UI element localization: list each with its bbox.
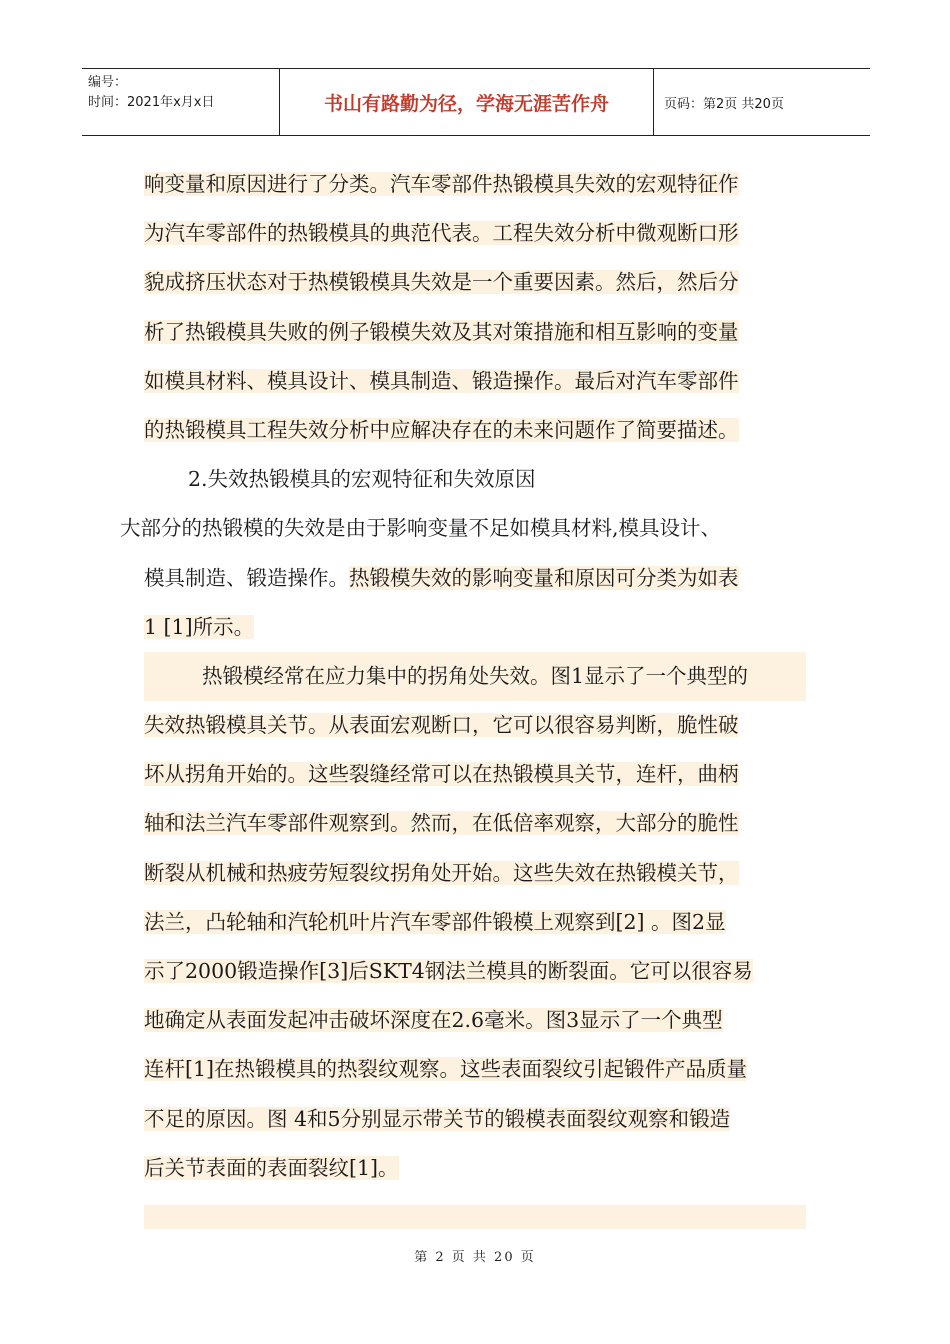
body-text: 热锻模经常在应力集中的拐角处失效。图1显示了一个典型的 [144, 652, 806, 701]
body-line [144, 799, 806, 848]
document-number-label: 编号： [88, 75, 128, 90]
body-text: 的热锻模具工程失效分析中应解决存在的未来问题作了简要描述。 [144, 417, 739, 442]
body-text: 不足的原因。图 4和5分别显示带关节的锻模表面裂纹观察和锻造 [144, 1106, 731, 1131]
body-text: 大部分的热锻模的失效是由于影响变量不足如模具材料,模具设计、 [120, 516, 722, 541]
body-line [144, 160, 806, 209]
body-text: 地确定从表面发起冲击破坏深度在2.6毫米。图3显示了一个典型 [144, 1008, 723, 1033]
body-line [144, 996, 806, 1045]
body-line [144, 898, 806, 947]
body-line [144, 603, 806, 652]
body-text: 1 [1]所示。 [144, 614, 255, 639]
body-line [144, 357, 806, 406]
body-text: 轴和法兰汽车零部件观察到。然而，在低倍率观察，大部分的脆性 [144, 811, 739, 836]
document-time-label: 时间：2021年x月x日 [88, 95, 215, 110]
body-text: 貌成挤压状态对于热模锻模具失效是一个重要因素。然后，然后分 [144, 270, 739, 295]
header-meta [82, 69, 280, 135]
body-text: 模具制造、锻造操作。 [144, 565, 349, 590]
body-text: 法兰，凸轮轴和汽轮机叶片汽车零部件锻模上观察到[2] 。图2显 [144, 909, 726, 934]
body-text: 响变量和原因进行了分类。汽车零部件热锻模具失效的宏观特征作 [144, 172, 739, 196]
body-line [144, 258, 806, 307]
document-body [120, 160, 806, 1254]
body-line [144, 554, 806, 603]
body-line [144, 1045, 806, 1094]
page-footer: 第 2 页 共 20 页 [414, 1250, 536, 1265]
body-line [144, 750, 806, 799]
body-text: 坏从拐角开始的。这些裂缝经常可以在热锻模具关节，连杆，曲柄 [144, 762, 739, 787]
body-line [144, 1095, 806, 1144]
header-page-info: 页码：第2页 共20页 [664, 96, 784, 112]
body-text: 示了2000锻造操作[3]后SKT4钢法兰模具的断裂面。它可以很容易 [144, 959, 753, 983]
section-heading [144, 455, 806, 504]
section-heading-text: 2.失效热锻模具的宏观特征和失效原因 [188, 467, 536, 492]
body-text: 后关节表面的表面裂纹[1]。 [144, 1155, 399, 1180]
body-line [144, 947, 806, 996]
body-text: 连杆[1]在热锻模具的热裂纹观察。这些表面裂纹引起锻件产品质量 [144, 1057, 748, 1082]
body-line [144, 406, 806, 455]
body-text: 为汽车零部件的热锻模具的典范代表。工程失效分析中微观断口形 [144, 221, 739, 246]
body-line [144, 701, 806, 750]
body-line [144, 652, 806, 701]
body-text-highlighted: 热锻模失效的影响变量和原因可分类为如表 [349, 565, 739, 590]
body-text: 断裂从机械和热疲劳短裂纹拐角处开始。这些失效在热锻模关节， [144, 860, 739, 885]
body-line [120, 504, 806, 553]
highlight-bar [144, 1205, 806, 1229]
body-text: 失效热锻模具关节。从表面宏观断口，它可以很容易判断，脆性破 [144, 713, 739, 738]
page-header [82, 68, 870, 136]
body-text: 如模具材料、模具设计、模具制造、锻造操作。最后对汽车零部件 [144, 368, 739, 393]
body-text: 析了热锻模具失败的例子锻模失效及其对策措施和相互影响的变量 [144, 319, 739, 344]
header-motto: 书山有路勤为径，学海无涯苦作舟 [280, 69, 654, 135]
body-line [144, 308, 806, 357]
body-line [144, 849, 806, 898]
body-line [144, 209, 806, 258]
body-line [144, 1144, 806, 1193]
